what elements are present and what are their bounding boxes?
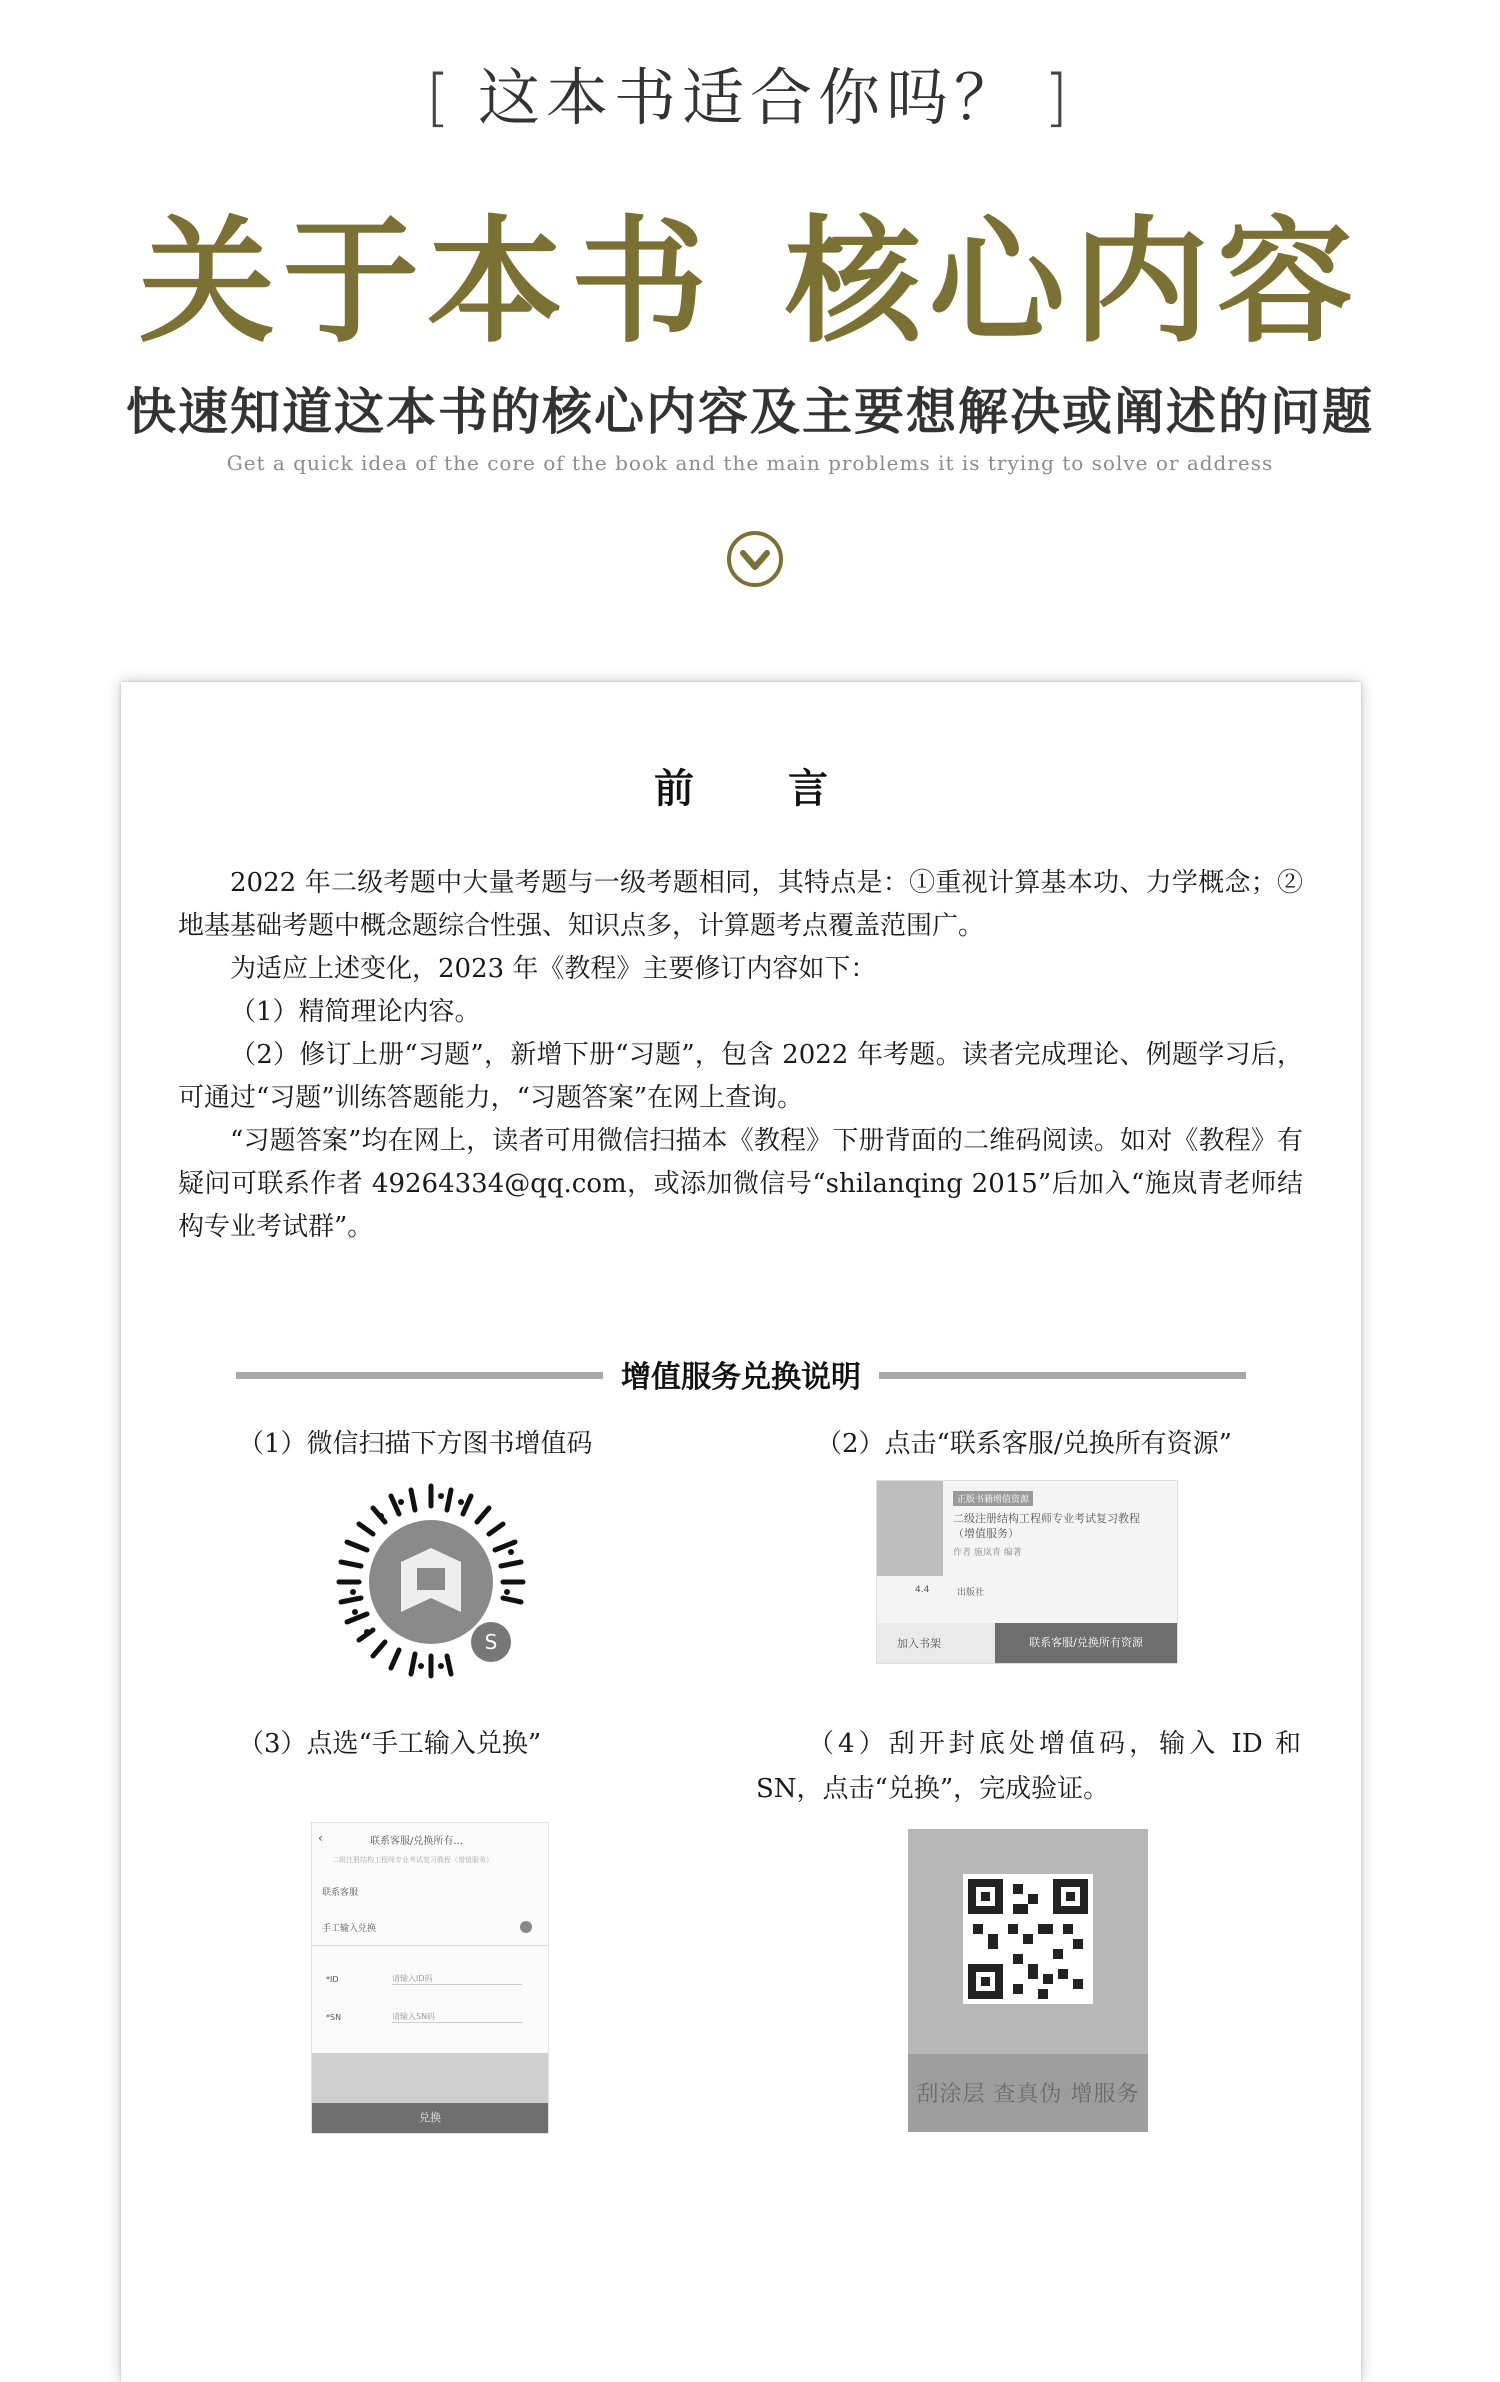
section-question — [0, 48, 1500, 137]
form-header: 联系客服/兑换所有... — [370, 1836, 463, 1847]
sn-input[interactable]: 请输入SN码 — [392, 2011, 522, 2023]
manual-input-row[interactable]: 手工输入兑换 — [322, 1924, 377, 1934]
step-4-text: （4）刮开封底处增值码，输入 ID 和 SN，点击“兑换”，完成验证。 — [756, 1729, 1301, 1804]
preface-paragraph: 为适应上述变化，2023 年《教程》主要修订内容如下： — [230, 954, 877, 984]
step-3-text: （3）点选“手工输入兑换” — [238, 1729, 542, 1759]
tag-label: 正版书籍增值资源 — [953, 1491, 1033, 1506]
author-line: 作者 施岚青 编著 — [953, 1548, 1022, 1558]
qr-code-icon — [963, 1874, 1093, 2004]
preface-paragraph: （2）修订上册“习题”，新增下册“习题”，包含 2022 年考题。读者完成理论、例题学习后，可通过“习题”训练答题能力，“习题答案”在网上查询。 — [178, 1040, 1303, 1113]
scratch-text: 刮涂层 查真伪 增服务 — [916, 2082, 1140, 2107]
rating: 4.4 — [915, 1585, 930, 1595]
preface-title: 前言 — [654, 765, 922, 812]
form-subheader: 二级注册结构工程师专业考试复习教程（增值服务） — [332, 1856, 493, 1864]
check-icon — [520, 1921, 532, 1933]
step-2-text: （2）点击“联系客服/兑换所有资源” — [816, 1429, 1232, 1459]
publisher: 出版社 — [957, 1588, 985, 1598]
contact-service-row[interactable]: 联系客服 — [322, 1888, 359, 1898]
app-exchange-form-screenshot — [311, 1822, 549, 2134]
book-cover-thumb — [877, 1481, 943, 1576]
preface-paragraph: “习题答案”均在网上，读者可用微信扫描本《教程》下册背面的二维码阅读。如对《教程》有疑问可联系作者 49264334@qq.com，或添加微信号“shilanqing 2015”后加入“施岚青老师结构专业考试群”。 — [178, 1126, 1303, 1242]
exchange-button[interactable]: 兑换 — [312, 2103, 548, 2133]
bracket-left: [ — [425, 61, 456, 134]
subtitle-english: Get a quick idea of the core of the book and the main problems it is trying to solve or address — [226, 451, 1274, 475]
book-title: 二级注册结构工程师专业考试复习教程（增值服务） — [953, 1512, 1140, 1540]
preface-paragraph: 2022 年二级考题中大量考题与一级考题相同，其特点是：①重视计算基本功、力学概念；②地基基础考题中概念题综合性强、知识点多，计算题考点覆盖范围广。 — [178, 868, 1303, 941]
id-input[interactable]: 请输入ID码 — [392, 1973, 522, 1985]
title-left: 关于本书 — [139, 202, 715, 362]
service-title: 增值服务兑换说明 — [121, 1352, 1361, 1396]
svg-text:S: S — [484, 1630, 498, 1654]
contact-exchange-button[interactable]: 联系客服/兑换所有资源 — [995, 1623, 1177, 1663]
sn-label: *SN — [326, 2013, 342, 2022]
qr-mini-program-icon — [331, 1482, 531, 1682]
scratch-code-label — [908, 1829, 1148, 2132]
bracket-right: ] — [1044, 61, 1075, 134]
step-1-text: （1）微信扫描下方图书增值码 — [238, 1429, 593, 1459]
preface-card — [121, 682, 1361, 2382]
back-icon[interactable]: ‹ — [318, 1831, 323, 1845]
preface-body — [178, 862, 1303, 1249]
subtitle: 快速知道这本书的核心内容及主要想解决或阐述的问题 — [126, 382, 1374, 441]
id-label: *ID — [326, 1975, 339, 1984]
chevron-down-circle-icon — [725, 529, 785, 589]
title-right: 核心内容 — [785, 202, 1361, 362]
page-title — [0, 172, 1500, 368]
app-book-screenshot — [876, 1480, 1178, 1664]
question-text: 这本书适合你吗？ — [477, 61, 1022, 134]
preface-paragraph: （1）精简理论内容。 — [230, 997, 481, 1027]
add-shelf-button[interactable]: 加入书架 — [897, 1637, 941, 1650]
